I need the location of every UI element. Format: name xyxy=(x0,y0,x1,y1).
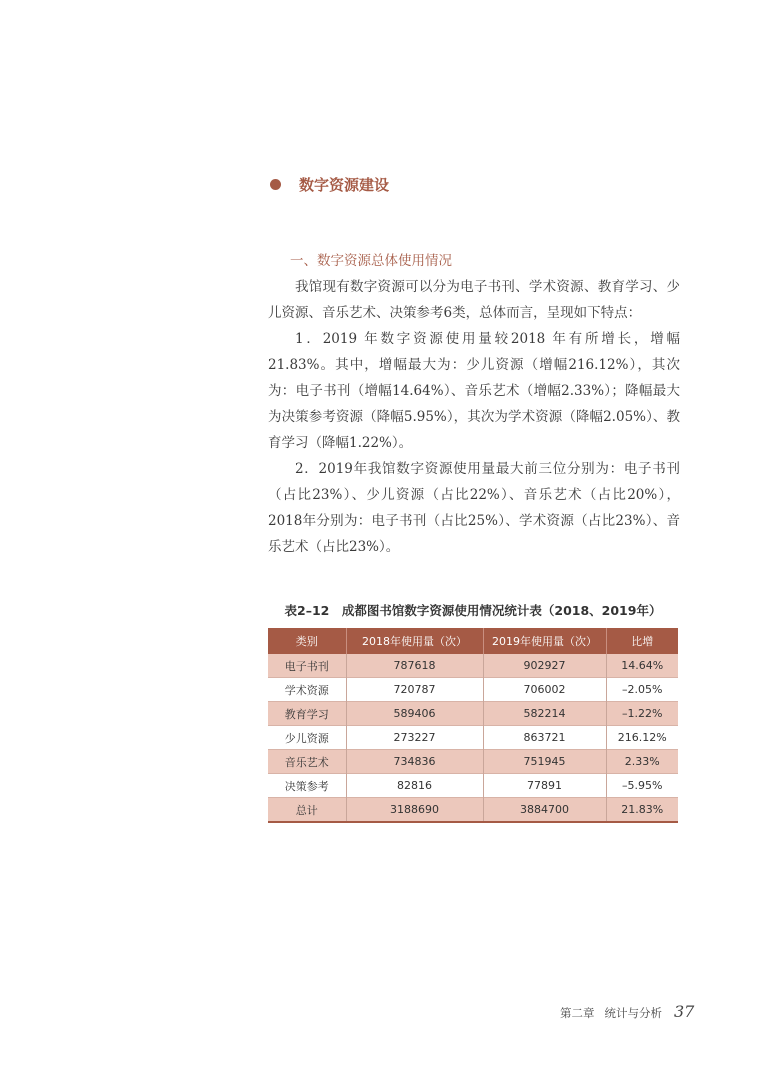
table-row xyxy=(268,678,678,702)
table-total-row xyxy=(268,798,678,823)
cell-2018: 589406 xyxy=(346,702,483,726)
cell-growth: –5.95% xyxy=(622,779,663,792)
footer-chapter: 第二章 xyxy=(560,1006,595,1020)
paragraph: 2．2019年我馆数字资源使用量最大前三位分别为：电子书刊（占比23%）、少儿资源（占比22%）、音乐艺术（占比20%），2018年分别为：电子书刊（占比25%）、学术资源（占比23%）、音乐艺术（占比23%）。 xyxy=(268,461,680,555)
cell-category: 总计 xyxy=(268,798,346,823)
bullet-dot-icon xyxy=(270,179,281,190)
cell-2019: 582214 xyxy=(483,702,606,726)
cell-2018: 273227 xyxy=(346,726,483,750)
section-heading xyxy=(270,174,389,195)
paragraph: 我馆现有数字资源可以分为电子书刊、学术资源、教育学习、少儿资源、音乐艺术、决策参考6类，总体而言，呈现如下特点： xyxy=(268,279,680,321)
cell-2018: 787618 xyxy=(346,654,483,678)
cell-2019: 751945 xyxy=(483,750,606,774)
footer-title: 统计与分析 xyxy=(604,1006,662,1020)
cell-2019: 706002 xyxy=(483,678,606,702)
cell-2018: 82816 xyxy=(346,774,483,798)
cell-2019: 77891 xyxy=(483,774,606,798)
cell-2018: 734836 xyxy=(346,750,483,774)
cell-growth: 216.12% xyxy=(617,731,667,744)
subsection-title: 一、数字资源总体使用情况 xyxy=(290,253,452,269)
header-2018: 2018年使用量（次） xyxy=(346,628,483,654)
header-category: 类别 xyxy=(268,628,346,654)
section-title: 数字资源建设 xyxy=(299,176,390,194)
table-row xyxy=(268,774,678,798)
table-row xyxy=(268,726,678,750)
body-text xyxy=(268,248,680,560)
cell-category: 少儿资源 xyxy=(268,726,346,750)
table-row xyxy=(268,654,678,678)
table-row xyxy=(268,702,678,726)
cell-2018: 3188690 xyxy=(346,798,483,823)
cell-category: 音乐艺术 xyxy=(268,750,346,774)
header-2019: 2019年使用量（次） xyxy=(483,628,606,654)
cell-growth: 14.64% xyxy=(621,659,664,672)
cell-category: 学术资源 xyxy=(268,678,346,702)
cell-growth: 2.33% xyxy=(624,755,660,768)
cell-category: 决策参考 xyxy=(268,774,346,798)
table-header-row xyxy=(268,628,678,654)
stats-table xyxy=(268,628,678,823)
table-caption: 表2–12 成都图书馆数字资源使用情况统计表（2018、2019年） xyxy=(284,603,662,618)
cell-growth: 21.83% xyxy=(621,803,664,816)
cell-category: 教育学习 xyxy=(268,702,346,726)
page-footer xyxy=(560,1002,694,1021)
cell-category: 电子书刊 xyxy=(268,654,346,678)
cell-2018: 720787 xyxy=(346,678,483,702)
header-growth: 比增 xyxy=(631,635,654,648)
cell-growth: –1.22% xyxy=(622,707,663,720)
table-row xyxy=(268,750,678,774)
cell-growth: –2.05% xyxy=(622,683,663,696)
paragraph: 1．2019 年数字资源使用量较2018 年有所增长，增幅21.83%。其中，增幅最大为：少儿资源（增幅216.12%），其次为：电子书刊（增幅14.64%）、音乐艺术（增幅2.33%）；降幅最大为决策参考资源（降幅5.95%），其次为学术资源（降幅2.05%）、教育学习（降幅1.22%）。 xyxy=(268,331,680,451)
cell-2019: 863721 xyxy=(483,726,606,750)
cell-2019: 902927 xyxy=(483,654,606,678)
cell-2019: 3884700 xyxy=(483,798,606,823)
page-number: 37 xyxy=(674,1002,695,1021)
